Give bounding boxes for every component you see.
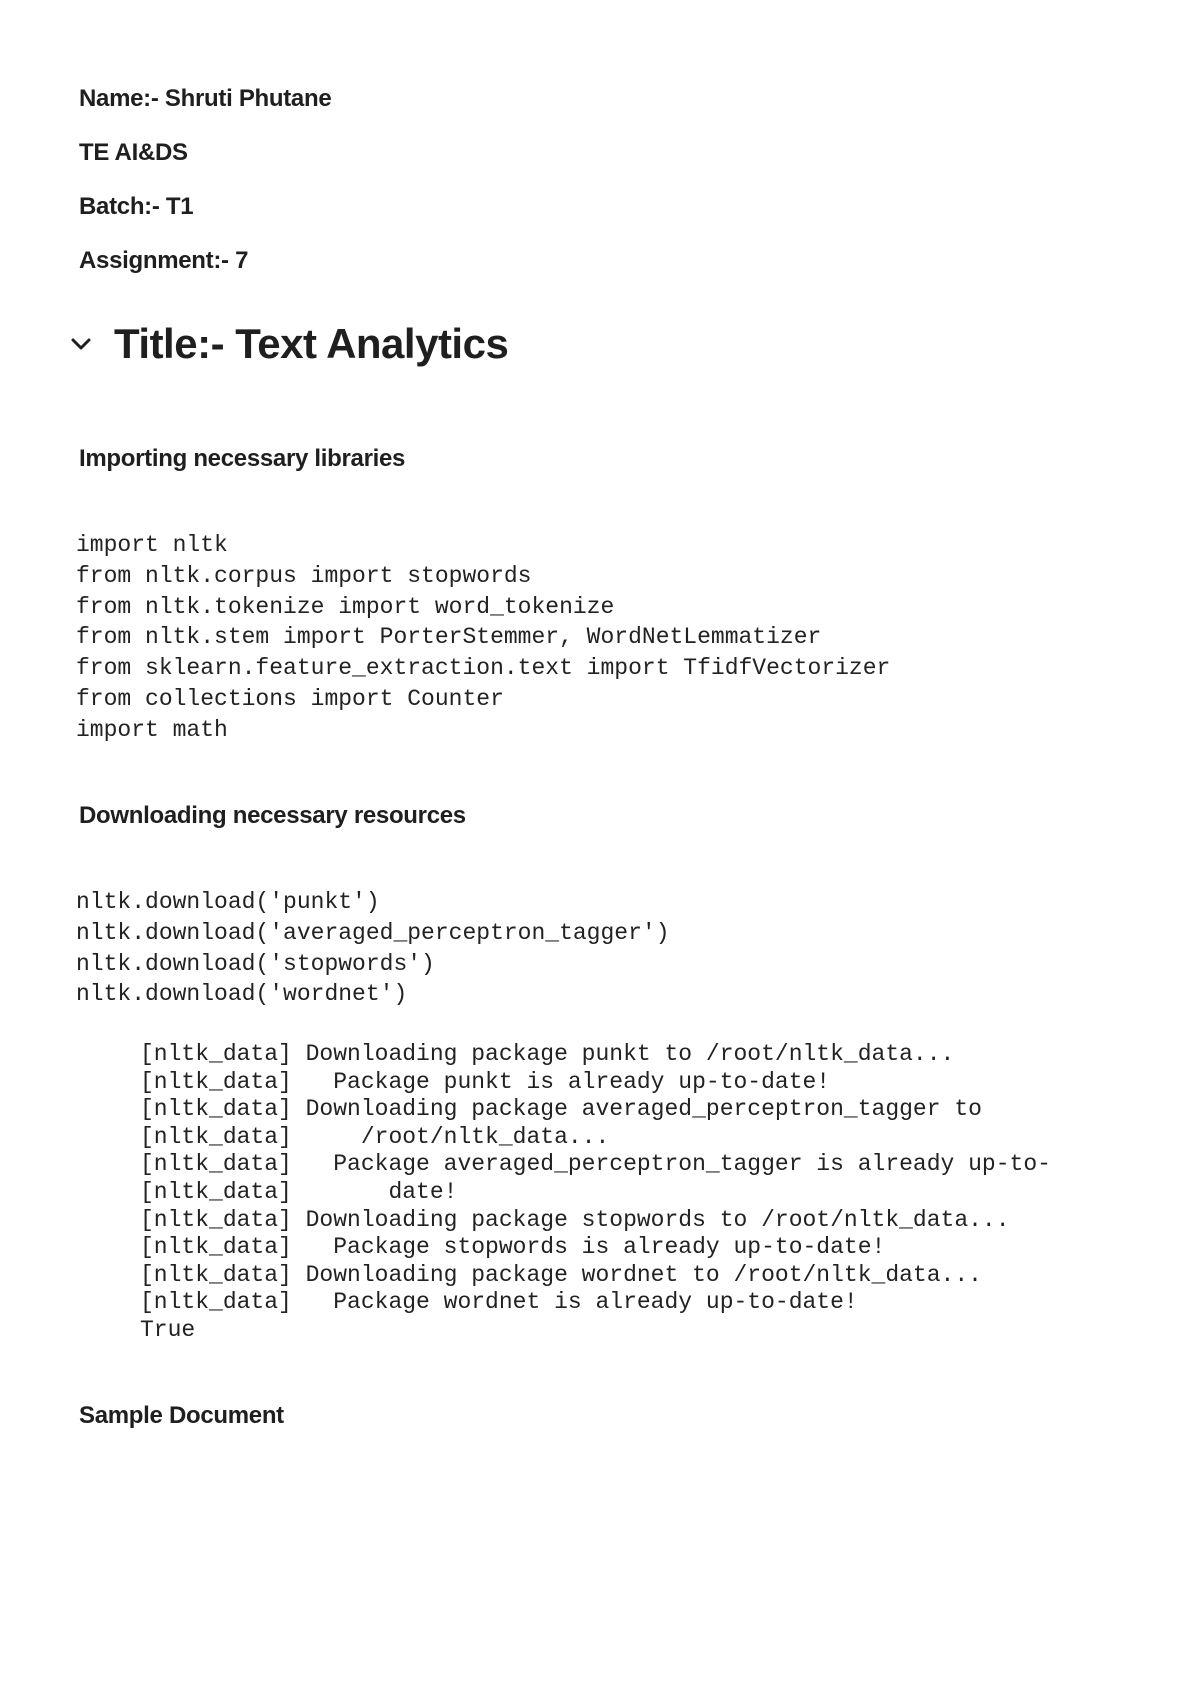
class-label: TE AI&DS bbox=[79, 139, 188, 166]
import-code-cell[interactable] bbox=[76, 530, 890, 746]
title-section-header bbox=[66, 316, 508, 372]
code-line: from collections import Counter bbox=[76, 685, 504, 712]
code-line: nltk.download('stopwords') bbox=[76, 950, 435, 977]
output-line: [nltk_data] Package stopwords is already up-to-date! bbox=[140, 1234, 886, 1261]
output-line: [nltk_data] /root/nltk_data... bbox=[140, 1123, 610, 1150]
output-line: [nltk_data] Package wordnet is already up-to-date! bbox=[140, 1289, 858, 1316]
download-code-cell[interactable] bbox=[76, 887, 670, 1010]
code-line: import nltk bbox=[76, 532, 228, 558]
output-line: [nltk_data] Package averaged_perceptron_tagger is already up-to- bbox=[140, 1151, 1051, 1178]
code-line: from nltk.corpus import stopwords bbox=[76, 562, 532, 589]
output-line: True bbox=[140, 1316, 196, 1343]
output-line: [nltk_data] Downloading package wordnet to /root/nltk_data... bbox=[140, 1261, 982, 1288]
sample-document-heading: Sample Document bbox=[79, 1402, 284, 1429]
code-line: nltk.download('punkt') bbox=[76, 889, 380, 915]
code-line: import math bbox=[76, 716, 228, 743]
assignment-label: Assignment:- 7 bbox=[79, 247, 249, 274]
student-name: Name:- Shruti Phutane bbox=[79, 85, 332, 112]
code-line: from nltk.stem import PorterStemmer, WordNetLemmatizer bbox=[76, 624, 822, 651]
output-line: [nltk_data] Package punkt is already up-to-date! bbox=[140, 1068, 831, 1095]
code-line: nltk.download('wordnet') bbox=[76, 981, 408, 1008]
code-line: from sklearn.feature_extraction.text import TfidfVectorizer bbox=[76, 655, 891, 682]
code-line: nltk.download('averaged_perceptron_tagger') bbox=[76, 919, 670, 946]
download-output bbox=[140, 1041, 1051, 1345]
downloading-resources-heading: Downloading necessary resources bbox=[79, 802, 466, 829]
code-line: from nltk.tokenize import word_tokenize bbox=[76, 593, 615, 620]
chevron-down-icon[interactable] bbox=[66, 329, 96, 359]
output-line: [nltk_data] date! bbox=[140, 1178, 458, 1205]
batch-label: Batch:- T1 bbox=[79, 193, 194, 220]
output-line: [nltk_data] Downloading package punkt to /root/nltk_data... bbox=[140, 1041, 955, 1067]
page-title: Title:- Text Analytics bbox=[114, 320, 509, 367]
importing-libraries-heading: Importing necessary libraries bbox=[79, 445, 406, 472]
output-line: [nltk_data] Downloading package averaged_perceptron_tagger to bbox=[140, 1096, 982, 1123]
output-line: [nltk_data] Downloading package stopwords to /root/nltk_data... bbox=[140, 1206, 1010, 1233]
